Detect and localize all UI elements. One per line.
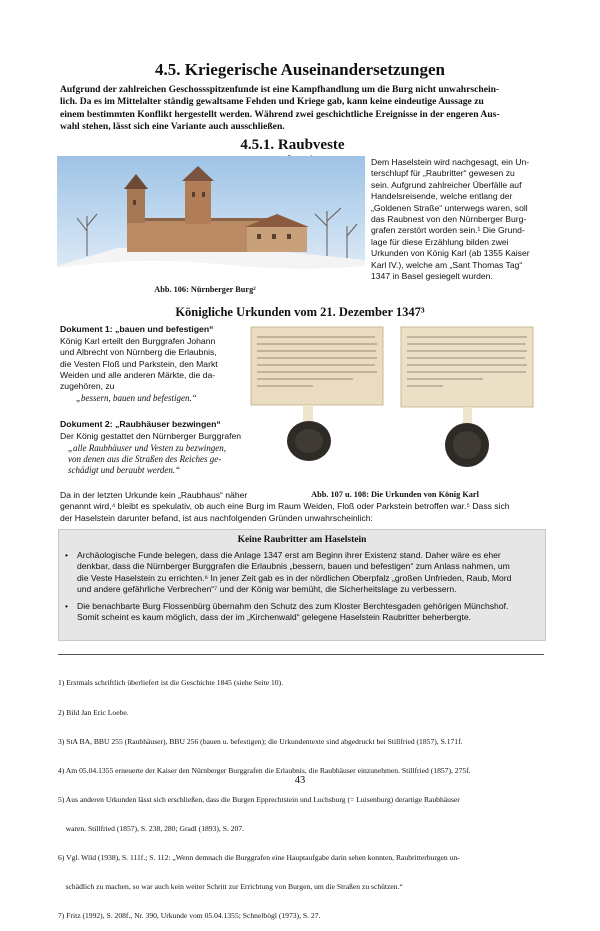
document-1-line: und Albrecht von Nürnberg die Erlaubnis, — [60, 347, 217, 358]
figure-107-caption: Abb. 107 u. 108: Die Urkunden von König Karl — [311, 490, 479, 499]
intro-line: lich. Da es im Mittelalter ständig gewaltsame Fehden und Kriege gab, kann keine eindeutige Aussage zu — [60, 96, 484, 108]
after-paragraph — [60, 490, 548, 524]
after-line: der Haselstein darunter befand, ist aus nachfolgenden Gründen unwahrscheinlich: — [60, 512, 373, 523]
document-2-quote-line: „alle Raubhäuser und Vesten zu bezwingen, — [68, 443, 226, 454]
document-2 — [60, 419, 265, 476]
footnote-rule — [58, 654, 544, 655]
document-1-line: Weiden und alle anderen Märkte, die da- — [60, 369, 216, 380]
document-1-heading: Dokument 1: „bauen und befestigen“ — [60, 324, 214, 334]
bullet-2 — [65, 601, 537, 624]
footnote: 4) Am 05.04.1355 erneuerte der Kaiser den Nürnberger Burggrafen die Erlaubnis, die Raubhäuser einzunehmen. Stillfried (1857), 275f. — [58, 765, 471, 775]
intro-line: Aufgrund der zahlreichen Geschossspitzenfunde ist eine Kampfhandlung um die Burg nicht unwahrschein- — [60, 84, 500, 95]
right-line: „Goldenen Straße“ unterwegs waren, soll — [371, 202, 528, 213]
footnote: 1) Erstmals schriftlich überliefert ist die Geschichte 1845 (siehe Seite 10). — [58, 678, 284, 688]
right-line: 1347 in Basel gesiegelt wurden. — [371, 271, 493, 282]
document-1-line: zugehören, zu — [60, 381, 115, 392]
right-line: grafen zerstört worden sein.¹ Die Grund- — [371, 225, 525, 236]
info-box-title: Keine Raubritter am Haselstein — [237, 535, 367, 545]
info-box — [58, 529, 546, 641]
bullet-2-line: Somit scheint es kaum möglich, dass der im „Kirchenwald“ gelegene Haselstein Raubritter beherbergte. — [77, 612, 472, 623]
intro-paragraph — [60, 84, 545, 133]
footnotes — [58, 659, 548, 931]
bullet-1-line: Archäologische Funde belegen, dass die Anlage 1347 erst am Beginn ihrer Existenz stand. Daher wäre es eher — [77, 550, 501, 560]
footnote: 2) Bild Jan Eric Loebe. — [58, 707, 129, 717]
right-line: Handelsreisende, welche entlang der — [371, 191, 513, 202]
right-line: lage für diese Erzählung bilden zwei — [371, 236, 509, 247]
section-title: 4.5. Kriegerische Auseinandersetzungen — [155, 60, 445, 79]
right-line: Dem Haselstein wird nachgesagt, ein Un- — [371, 157, 530, 167]
bullet-1-line: und andere gefährliche Verbrechen“⁷ und der König war bemüht, die Sicherheitslage zu verbessern. — [77, 583, 457, 594]
document-1-line: König Karl erteilt den Burggrafen Johann — [60, 336, 216, 346]
figure-106-caption: Abb. 106: Nürnberger Burg² — [154, 285, 256, 294]
after-line: genannt wird,⁴ bleibt es spekulativ, ob auch eine Burg im Raum Weiden, Floß oder Parkstein betroffen war.⁵ Dass sich — [60, 501, 510, 512]
document-1-quote: „bessern, bauen und befestigen.“ — [76, 393, 197, 404]
right-line: Urkunden von König Karl (ab 1355 Kaiser — [371, 248, 530, 259]
footnote: 5) Aus anderen Urkunden lässt sich erschließen, dass die Burgen Epprechtstein und Luchsburg (= Luisenburg) derartige Raubhäuser — [58, 794, 460, 804]
subsection-title: 4.5.1. Raubveste — [240, 137, 345, 153]
bullet-2-line: Die benachbarte Burg Flossenbürg übernahm den Schutz des zum Kloster Berchtesgaden gehörigen Münchshof. — [77, 601, 509, 612]
intro-line: wahl stehen, lässt sich eine Variante auch ausschließen. — [60, 120, 285, 132]
right-line: Karl IV.), welche am „Sant Thomas Tag“ — [371, 259, 523, 270]
document-2-quote-line: von denen aus die Straßen des Reiches ge- — [68, 454, 222, 465]
castle-photo — [57, 156, 365, 282]
footnote: waren. Stillfried (1857), S. 238, 280; Gradl (1893), S. 207. — [58, 823, 245, 833]
bullet-1 — [65, 550, 537, 595]
document-1 — [60, 324, 260, 404]
footnote: schädlich zu machen, so war auch kein weiter Schritt zur Errichtung von Burgen, um die Straßen zu schützen.“ — [58, 882, 403, 892]
royal-documents-title: Königliche Urkunden vom 21. Dezember 1347³ — [175, 305, 425, 319]
bullet-icon: • — [65, 550, 69, 560]
document-2-heading: Dokument 2: „Raubhäuser bezwingen“ — [60, 419, 221, 429]
bullet-1-line: denkbar, dass die Nürnberger Burggrafen die Erlaubnis „bessern, bauen und befestigen“ zum Anlass nahmen, um — [77, 561, 510, 572]
right-line: das Raubnest von den Nürnberger Burg- — [371, 214, 527, 225]
document-2-quote-line: schädigt und beraubt werden.“ — [68, 465, 181, 476]
footnote: 3) StA BA, BBU 255 (Raubhäuser), BBU 256 (bauen u. befestigen); die Urkundentexte sind abgedruckt bei Stillfried (1857), S.171f. — [58, 736, 463, 746]
after-line: Da in der letzten Urkunde kein „Raubhaus“ näher — [60, 490, 248, 500]
right-column-text — [371, 157, 548, 282]
page-number: 43 — [294, 775, 306, 786]
footnote: 6) Vgl. Wild (1938), S. 111f.; S. 112: „Wenn demnach die Burggrafen eine Hauptaufgabe darin sehen konnten, Raubritterburgen un- — [58, 853, 460, 863]
document-2-line: Der König gestattet den Nürnberger Burggrafen — [60, 431, 242, 441]
bullet-1-line: die Veste Haselstein zu errichten.⁶ In jener Zeit gab es in der nördlichen Oberpfalz „großen Unfrieden, Raub, Mord — [77, 572, 512, 583]
charter-images — [243, 323, 543, 483]
bullet-icon: • — [65, 601, 69, 612]
right-line: sein. Aufgrund zahlreicher Überfälle auf — [371, 179, 522, 190]
document-1-line: die Vesten Floß und Parkstein, den Markt — [60, 358, 218, 369]
footnote: 7) Fritz (1992), S. 208f., Nr. 390, Urkunde vom 05.04.1355; Schnelbögl (1973), S. 27. — [58, 911, 321, 921]
intro-line: einem bestimmten Konflikt hergestellt werden. Während zwei geschichtliche Ereignisse in der engeren Aus- — [60, 108, 500, 120]
right-line: terschlupf für „Raubritter“ gewesen zu — [371, 168, 515, 179]
